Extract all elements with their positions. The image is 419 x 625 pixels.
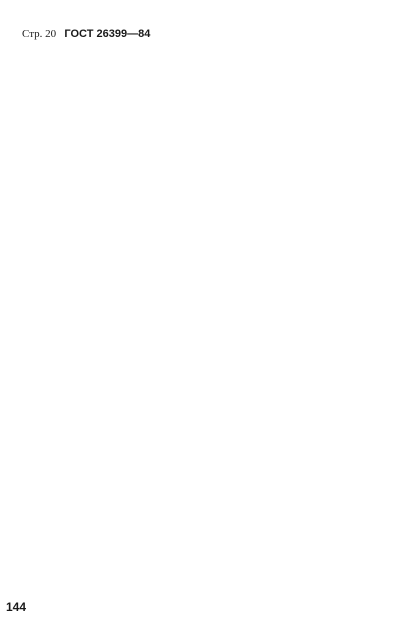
standard-code: ГОСТ 26399—84 xyxy=(64,28,151,40)
page-number: 144 xyxy=(6,600,27,614)
page-header xyxy=(22,28,150,40)
page-label: Стр. 20 xyxy=(22,28,57,40)
